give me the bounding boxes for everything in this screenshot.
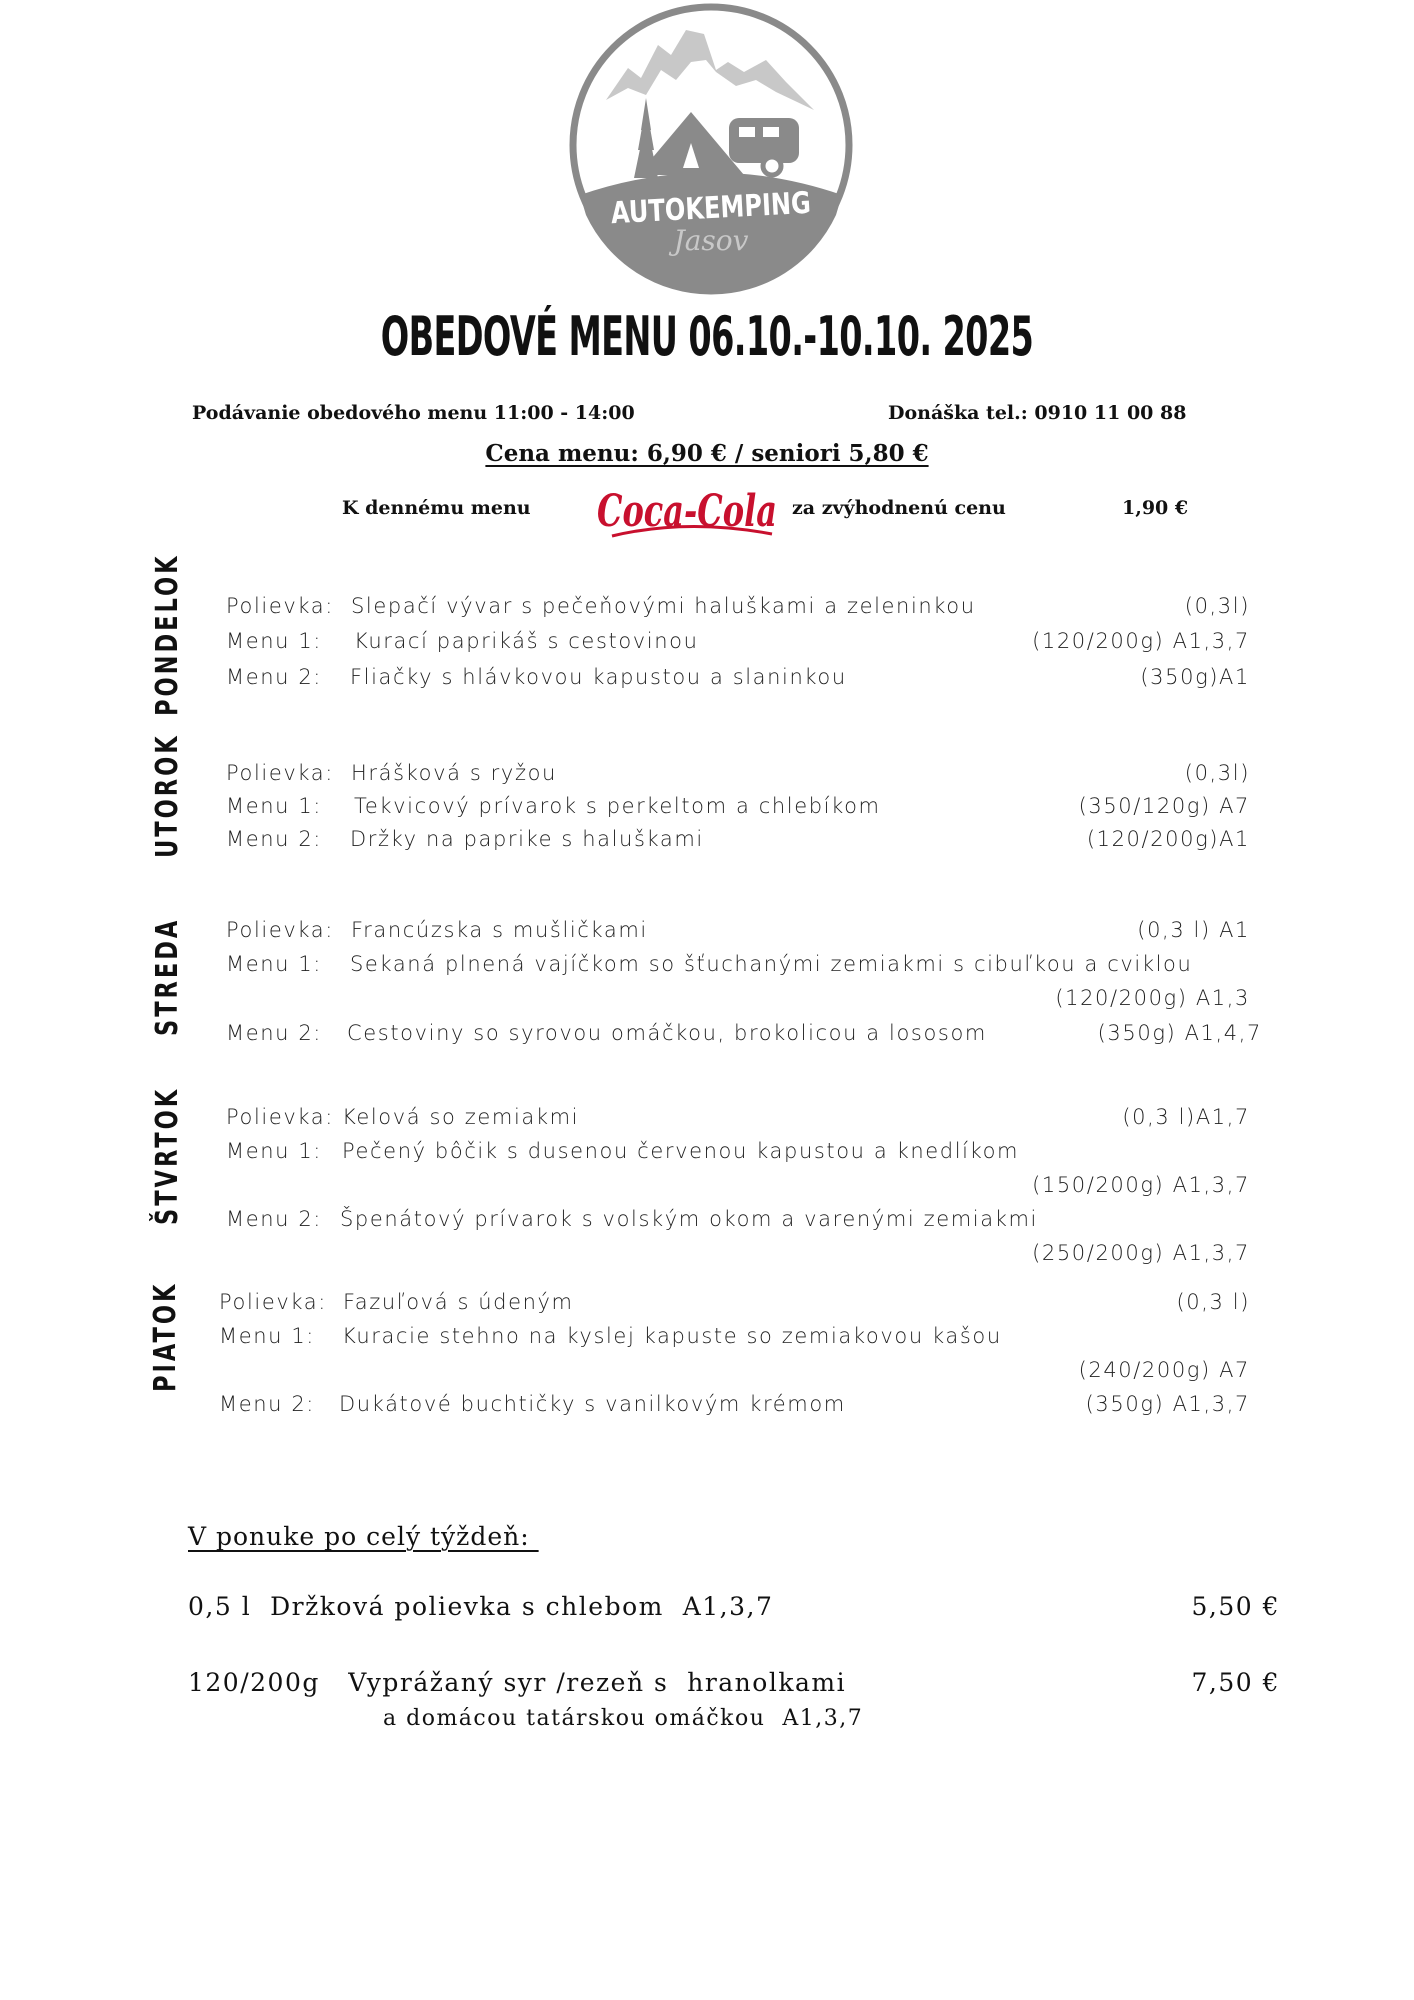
item-label: Polievka:	[226, 918, 334, 942]
coke-logo-text: Coca-Cola	[597, 486, 777, 537]
menu-line-stvrtok-menu1	[226, 1139, 1019, 1163]
menu-line-utorok-menu2	[226, 827, 704, 851]
dish-name: Cestoviny so syrovou omáčkou, brokolicou a lososom	[347, 1021, 987, 1045]
coke-offer-prefix: K dennému menu	[342, 497, 531, 519]
menu-line-streda-menu2	[226, 1021, 987, 1045]
dish-info: (350g)A1	[1140, 665, 1250, 689]
dish-info: (0,3 l)	[1176, 1290, 1250, 1314]
dish-name: Kelová so zemiakmi	[342, 1105, 580, 1129]
coke-price: 1,90 €	[1122, 497, 1189, 519]
day-label-utorok: UTOROK	[150, 733, 185, 858]
item-label: Menu 1:	[226, 952, 322, 976]
dish-info: (120/200g)A1	[1086, 827, 1250, 851]
dish-name: Tekvicový prívarok s perkeltom a chlebíkom	[354, 794, 881, 818]
coke-offer-suffix: za zvýhodnenú cenu	[792, 497, 1006, 519]
weekly-item-subtext: a domácou tatárskou omáčkou A1,3,7	[383, 1706, 864, 1731]
item-label: Polievka:	[219, 1290, 327, 1314]
dish-name: Špenátový prívarok s volským okom a varenými zemiakmi	[340, 1207, 1038, 1231]
day-label-piatok: PIATOK	[148, 1281, 183, 1392]
menu-line-piatok-soup	[219, 1290, 574, 1314]
item-label: Menu 1:	[226, 629, 322, 653]
dish-info: (150/200g) A1,3,7	[1032, 1173, 1250, 1197]
menu-line-utorok-menu1	[226, 794, 881, 818]
logo-text: AUTOKEMPING	[610, 183, 861, 232]
weekly-item-price: 7,50 €	[1191, 1668, 1280, 1697]
menu-line-piatok-menu1	[219, 1324, 1002, 1348]
menu-line-streda-soup	[226, 918, 648, 942]
dish-name: Francúzska s mušličkami	[351, 918, 648, 942]
menu-price: Cena menu: 6,90 € / seniori 5,80 €	[485, 440, 929, 467]
item-label: Menu 2:	[226, 1021, 322, 1045]
coca-cola-logo	[592, 478, 782, 548]
menu-line-pondelok-menu2	[226, 665, 847, 689]
dish-name: Hrášková s ryžou	[351, 761, 557, 785]
menu-line-pondelok-soup	[226, 594, 976, 618]
item-label: Menu 2:	[226, 665, 322, 689]
weekly-offer-title: V ponuke po celý týždeň:	[188, 1522, 539, 1551]
dish-name: Pečený bôčik s dusenou červenou kapustou a knedlíkom	[342, 1139, 1020, 1163]
dish-info: (0,3 l)A1,7	[1122, 1105, 1250, 1129]
logo-subtext: Jasov	[673, 224, 749, 257]
dish-info: (250/200g) A1,3,7	[1032, 1241, 1250, 1265]
day-label-streda: STREDA	[150, 917, 185, 1036]
menu-line-utorok-soup	[226, 761, 557, 785]
item-label: Polievka:	[226, 1105, 334, 1129]
item-label: Menu 2:	[219, 1392, 315, 1416]
dish-info: (120/200g) A1,3	[1055, 986, 1250, 1010]
caravan-icon	[729, 118, 799, 163]
dish-name: Fazuľová s údeným	[343, 1290, 574, 1314]
item-label: Menu 1:	[226, 1139, 322, 1163]
dish-info: (0,3 l) A1	[1137, 918, 1250, 942]
menu-line-piatok-menu2	[219, 1392, 846, 1416]
autokemping-jasov-logo	[566, 0, 861, 290]
dish-info: (0,3l)	[1184, 594, 1250, 618]
dish-name: Fliačky s hlávkovou kapustou a slaninkou	[350, 665, 847, 689]
dish-name: Kuracie stehno na kyslej kapuste so zemiakovou kašou	[342, 1324, 1002, 1348]
weekly-item-text: 0,5 l Držková polievka s chlebom A1,3,7	[188, 1592, 774, 1621]
serving-hours: Podávanie obedového menu 11:00 - 14:00	[192, 402, 635, 424]
page-title: OBEDOVÉ MENU 06.10.-10.10. 2025	[380, 305, 1034, 368]
menu-line-streda-menu1	[226, 952, 1192, 976]
dish-info: (120/200g) A1,3,7	[1032, 629, 1250, 653]
delivery-phone: Donáška tel.: 0910 11 00 88	[888, 402, 1187, 424]
item-label: Menu 2:	[226, 1207, 322, 1231]
caravan-window	[763, 127, 779, 137]
day-label-pondelok: PONDELOK	[150, 553, 185, 716]
dish-info: (0,3l)	[1184, 761, 1250, 785]
item-label: Menu 1:	[219, 1324, 315, 1348]
dish-name: Kurací paprikáš s cestovinou	[354, 629, 699, 653]
weekly-item-price: 5,50 €	[1191, 1592, 1280, 1621]
dish-info: (350/120g) A7	[1078, 794, 1250, 818]
dish-name: Slepačí vývar s pečeňovými haluškami a zeleninkou	[351, 594, 976, 618]
caravan-window	[739, 127, 755, 137]
caravan-wheel	[763, 157, 781, 175]
menu-line-pondelok-menu1	[226, 629, 699, 653]
dish-info: (350g) A1,3,7	[1085, 1392, 1250, 1416]
item-label: Menu 2:	[226, 827, 322, 851]
dish-name: Držky na paprike s haluškami	[350, 827, 704, 851]
dish-info: (240/200g) A7	[1078, 1358, 1250, 1382]
item-label: Menu 1:	[226, 794, 322, 818]
menu-line-stvrtok-menu2	[226, 1207, 1038, 1231]
dish-name: Dukátové buchtičky s vanilkovým krémom	[339, 1392, 846, 1416]
menu-line-stvrtok-soup	[226, 1105, 579, 1129]
dish-info: (350g) A1,4,7	[1097, 1021, 1262, 1045]
weekly-item-text: 120/200g Vyprážaný syr /rezeň s hranolkami	[188, 1668, 847, 1697]
dish-name: Sekaná plnená vajíčkom so šťuchanými zemiakmi s cibuľkou a cviklou	[350, 952, 1193, 976]
item-label: Polievka:	[226, 761, 334, 785]
item-label: Polievka:	[226, 594, 334, 618]
day-label-stvrtok: ŠTVRTOK	[150, 1086, 185, 1225]
